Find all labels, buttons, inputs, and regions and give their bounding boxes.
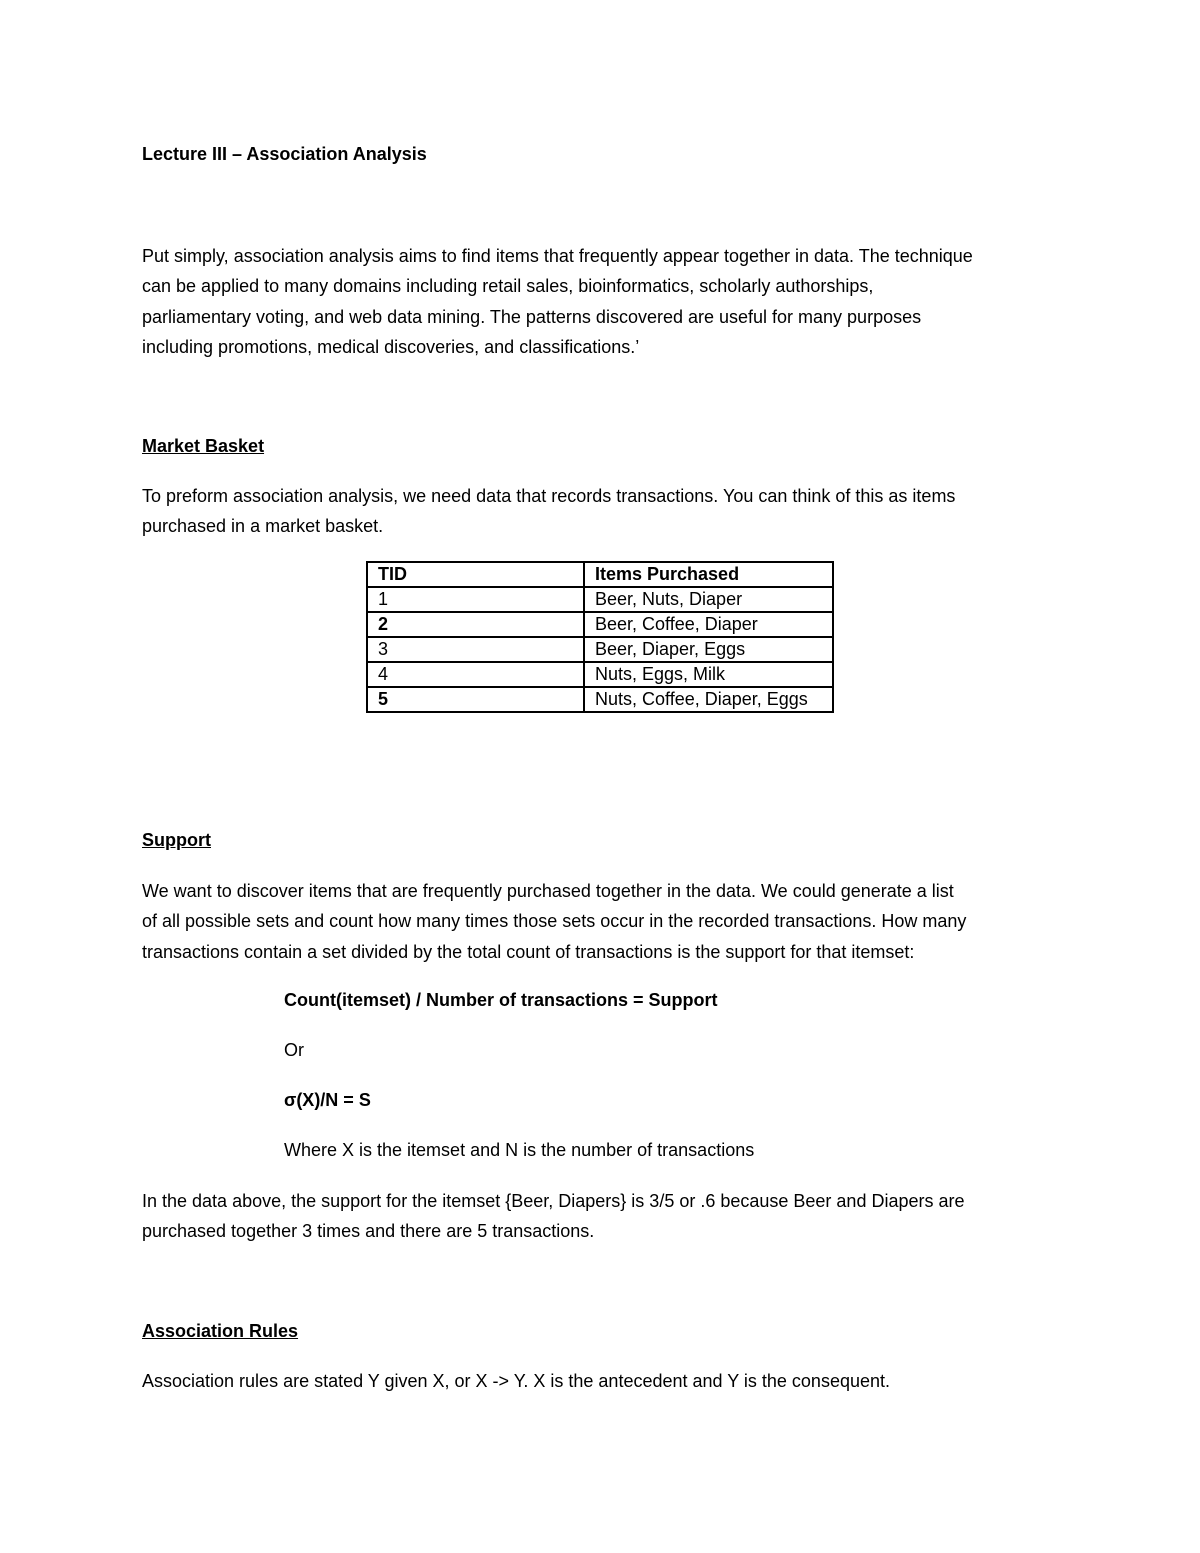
table-row <box>367 662 833 687</box>
column-header-items: Items Purchased <box>584 562 833 587</box>
support-line: of all possible sets and count how many times those sets occur in the recorded transactions. How many <box>142 911 967 932</box>
intro-line: Put simply, association analysis aims to find items that frequently appear together in data. The technique <box>142 246 973 266</box>
intro-paragraph <box>142 241 973 362</box>
tid-cell: 2 <box>367 612 584 637</box>
support-example-line: purchased together 3 times and there are 5 transactions. <box>142 1221 595 1242</box>
market-basket-line: To preform association analysis, we need data that records transactions. You can think of this as items <box>142 486 956 506</box>
table-row <box>367 587 833 612</box>
table-row <box>367 637 833 662</box>
support-formula: Count(itemset) / Number of transactions = Support <box>284 990 718 1010</box>
or-text: Or <box>284 1040 304 1060</box>
page-title: Lecture III – Association Analysis <box>142 144 427 164</box>
tid-cell: 5 <box>367 687 584 712</box>
support-heading: Support <box>142 830 211 850</box>
support-paragraph <box>142 876 966 967</box>
table-row <box>367 612 833 637</box>
support-example-line: In the data above, the support for the itemset {Beer, Diapers} is 3/5 or .6 because Beer and Diapers are <box>142 1191 965 1211</box>
association-rules-text: Association rules are stated Y given X, or X -> Y. X is the antecedent and Y is the consequent. <box>142 1371 890 1391</box>
tid-cell: 1 <box>367 587 584 612</box>
intro-line: parliamentary voting, and web data mining. The patterns discovered are useful for many purposes <box>142 306 922 327</box>
association-rules-heading: Association Rules <box>142 1321 299 1341</box>
support-line: transactions contain a set divided by the total count of transactions is the support for that itemset: <box>142 941 915 962</box>
intro-line: including promotions, medical discoveries, and classifications.’ <box>142 336 640 357</box>
market-basket-paragraph <box>142 481 955 542</box>
tid-cell: 4 <box>367 662 584 687</box>
table-row <box>367 687 833 712</box>
items-cell: Nuts, Coffee, Diaper, Eggs <box>584 687 833 712</box>
items-cell: Nuts, Eggs, Milk <box>584 662 833 687</box>
items-cell: Beer, Coffee, Diaper <box>584 612 833 637</box>
items-cell: Beer, Nuts, Diaper <box>584 587 833 612</box>
support-example-paragraph <box>142 1186 965 1247</box>
market-basket-heading: Market Basket <box>142 436 265 456</box>
items-cell: Beer, Diaper, Eggs <box>584 637 833 662</box>
transactions-table <box>366 561 834 713</box>
table-header-row <box>367 562 833 587</box>
column-header-tid: TID <box>367 562 584 587</box>
tid-cell: 3 <box>367 637 584 662</box>
market-basket-line: purchased in a market basket. <box>142 516 384 537</box>
support-formula-symbolic: σ(X)/N = S <box>284 1090 371 1110</box>
formula-explanation: Where X is the itemset and N is the number of transactions <box>284 1140 755 1160</box>
intro-line: can be applied to many domains including retail sales, bioinformatics, scholarly authorships, <box>142 276 874 297</box>
support-line: We want to discover items that are frequently purchased together in the data. We could generate a list <box>142 881 954 901</box>
